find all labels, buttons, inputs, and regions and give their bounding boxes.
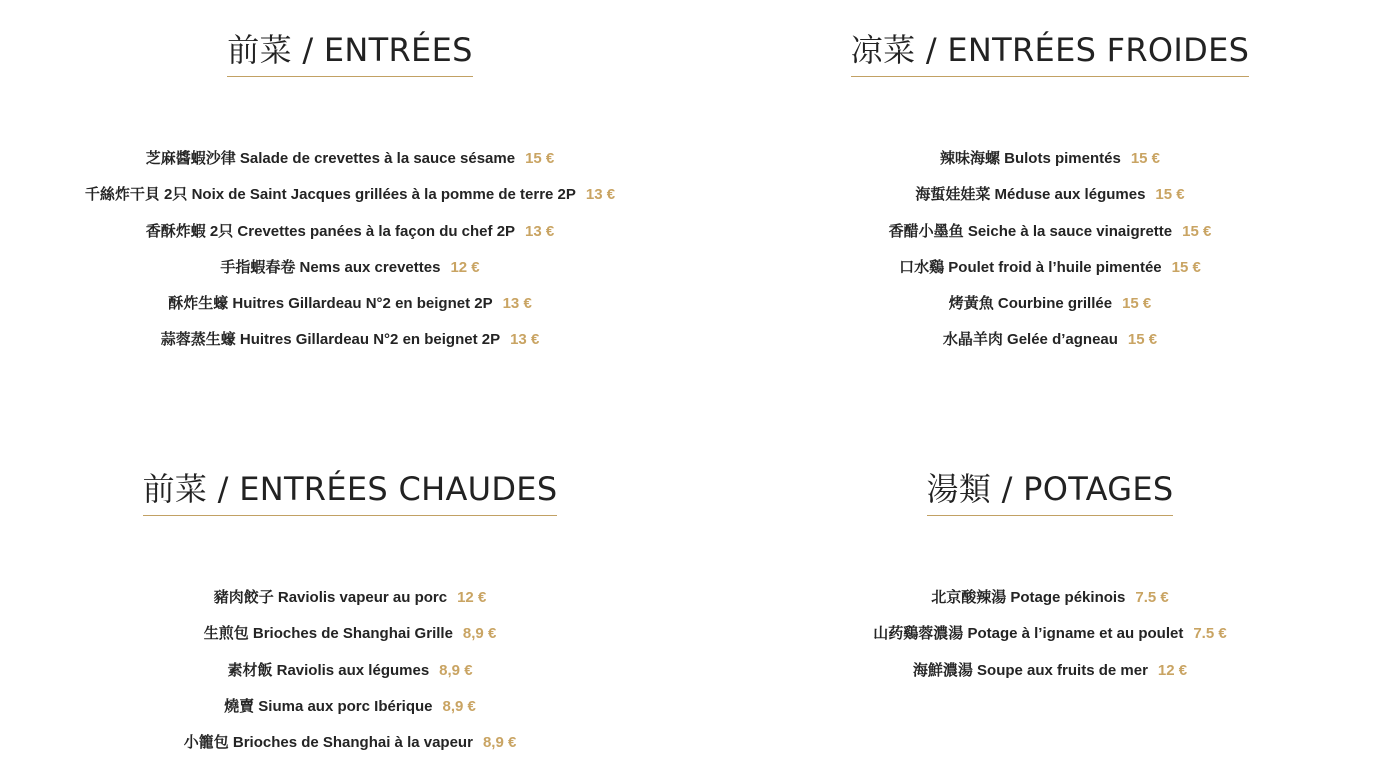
item-name: 酥炸生蠔 Huitres Gillardeau N°2 en beignet 2P (168, 295, 493, 313)
menu-item (700, 661, 1400, 697)
section-title: 前菜 / ENTRÉES CHAUDES (143, 469, 558, 516)
item-price: 12 € (450, 258, 480, 276)
item-name: 海鮮濃湯 Soupe aux fruits de mer (912, 661, 1148, 679)
menu-item (0, 294, 700, 330)
item-name: 蒜蓉蒸生蠔 Huitres Gillardeau N°2 en beignet 2P (160, 331, 501, 349)
menu-list (0, 149, 700, 367)
item-name: 北京酸辣湯 Potage pékinois (931, 589, 1126, 606)
item-price: 15 € (1122, 295, 1152, 313)
item-name: 生煎包 Brioches de Shanghai Grille (203, 625, 453, 643)
menu-item (0, 661, 700, 697)
item-price: 13 € (510, 331, 540, 349)
menu-item (0, 149, 700, 185)
item-name: 燒賣 Siuma aux porc Ibérique (224, 697, 433, 715)
menu-item (700, 624, 1400, 660)
item-name: 山药鷄蓉濃湯 Potage à l’igname et au poulet (873, 625, 1184, 643)
menu-item (700, 185, 1400, 221)
item-price: 12 € (1157, 661, 1188, 679)
menu-item (0, 258, 700, 294)
menu-list (700, 149, 1400, 367)
section-title: 湯類 / POTAGES (927, 469, 1174, 516)
menu-item (0, 222, 700, 258)
menu-item (700, 330, 1400, 366)
menu-item (0, 330, 700, 366)
section-entrees-froides (700, 30, 1400, 367)
item-price: 13 € (502, 295, 532, 313)
menu-item (700, 588, 1400, 624)
item-price: 15 € (1171, 258, 1201, 276)
menu-item (0, 624, 700, 660)
menu-item (700, 258, 1400, 294)
menu-item (0, 588, 700, 624)
menu-item (0, 697, 700, 733)
menu-item (700, 222, 1400, 258)
item-name: 水晶羊肉 Gelée d’agneau (942, 331, 1118, 349)
item-name: 香醋小墨鱼 Seiche à la sauce vinaigrette (888, 222, 1173, 240)
menu-item (700, 294, 1400, 330)
item-name: 小籠包 Brioches de Shanghai à la vapeur (183, 734, 473, 752)
menu-list (0, 588, 700, 769)
item-price: 15 € (1127, 331, 1158, 349)
item-price: 13 € (525, 222, 555, 240)
item-price: 15 € (1155, 186, 1185, 204)
section-title: 前菜 / ENTRÉES (227, 30, 472, 77)
item-price: 15 € (1182, 222, 1212, 240)
menu-item (0, 185, 700, 221)
item-price: 12 € (457, 589, 487, 606)
item-name: 豬肉餃子 Raviolis vapeur au porc (213, 589, 448, 606)
item-price: 8,9 € (482, 734, 517, 752)
item-price: 8,9 € (462, 625, 497, 643)
item-name: 千絲炸干貝 2只 Noix de Saint Jacques grillées à la pomme de terre 2P (84, 186, 576, 204)
item-price: 15 € (525, 150, 555, 167)
item-name: 海蜇娃娃菜 Méduse aux légumes (915, 186, 1146, 204)
item-name: 芝麻醬蝦沙律 Salade de crevettes à la sauce sésame (145, 150, 516, 167)
item-name: 口水鷄 Poulet froid à l’huile pimentée (899, 258, 1162, 276)
section-entrees (0, 30, 700, 367)
item-price: 7.5 € (1193, 625, 1227, 643)
item-name: 香酥炸蝦 2只 Crevettes panées à la façon du chef 2P (145, 222, 516, 240)
item-name: 素材飯 Raviolis aux légumes (227, 661, 430, 679)
item-name: 辣味海螺 Bulots pimentés (939, 150, 1121, 167)
section-entrees-chaudes (0, 469, 700, 769)
item-price: 8,9 € (442, 697, 476, 715)
section-title: 凉菜 / ENTRÉES FROIDES (851, 30, 1249, 77)
item-price: 15 € (1130, 150, 1161, 167)
section-potages (700, 469, 1400, 697)
menu-list (700, 588, 1400, 697)
item-price: 7.5 € (1135, 589, 1169, 606)
item-price: 13 € (585, 186, 616, 204)
menu-item (0, 733, 700, 769)
item-name: 烤黃魚 Courbine grillée (948, 295, 1113, 313)
menu-item (700, 149, 1400, 185)
item-name: 手指蝦春卷 Nems aux crevettes (220, 258, 441, 276)
item-price: 8,9 € (439, 661, 473, 679)
